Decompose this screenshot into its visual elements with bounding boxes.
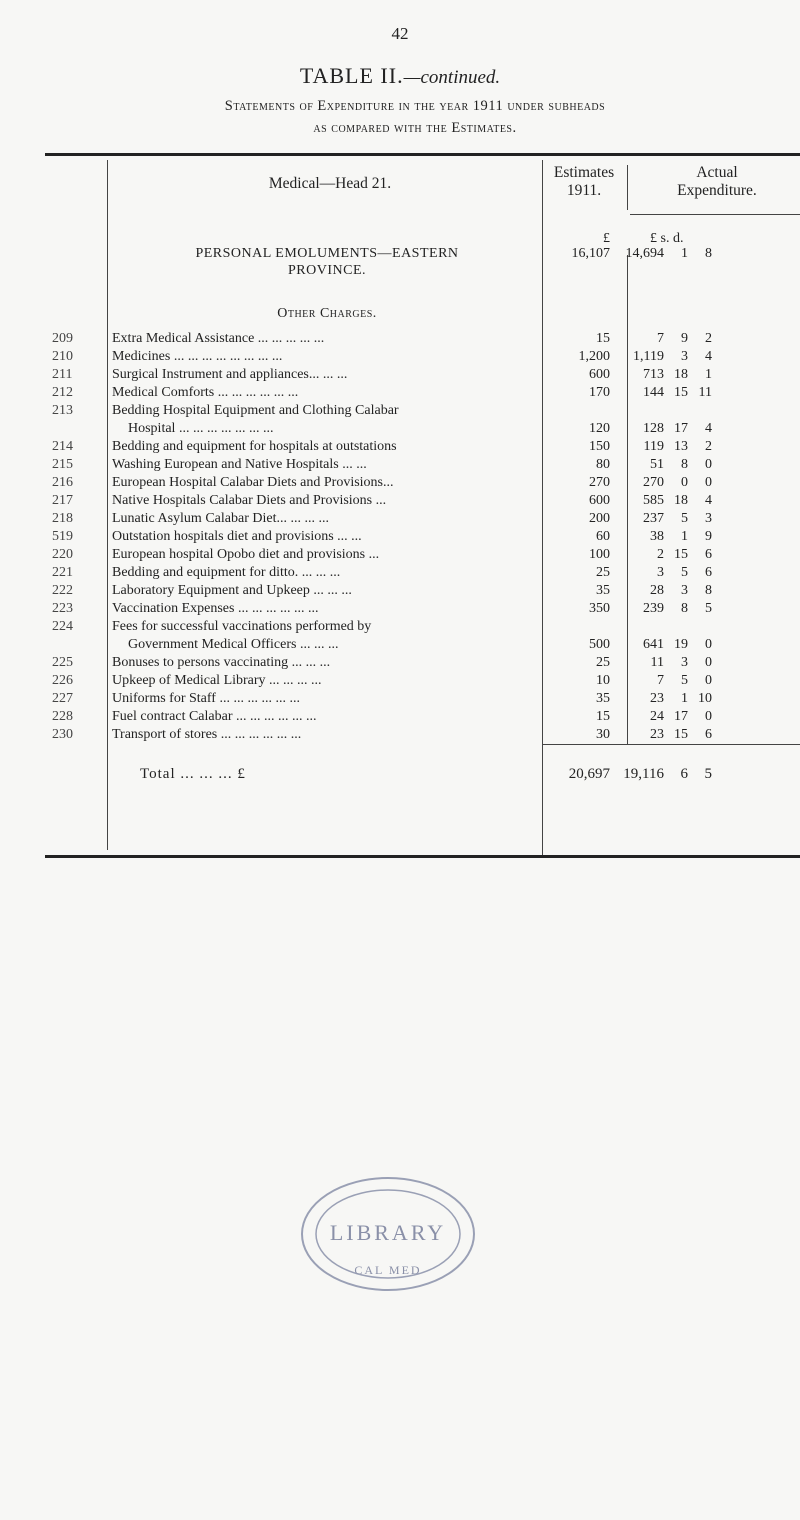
table-row (0, 438, 800, 456)
table-row (0, 546, 800, 564)
table-row (0, 582, 800, 600)
actual-pence: 5 (705, 601, 712, 616)
actual-pounds: 38 (650, 529, 664, 544)
estimate-value: 120 (589, 421, 610, 436)
estimate-value: 25 (596, 655, 610, 670)
actual-pence: 0 (705, 637, 712, 652)
subhead-description: European hospital Opobo diet and provisions ... (112, 547, 380, 562)
actual-pence: 9 (705, 529, 712, 544)
actual-pence: 6 (705, 547, 712, 562)
subhead-description: Medicines ... ... ... ... ... ... ... ... (112, 349, 283, 364)
subhead-description-cont: Government Medical Officers ... ... ... (128, 637, 339, 652)
actual-pounds: 11 (650, 655, 664, 670)
estimate-value: 600 (589, 367, 610, 382)
subhead-description: Bedding Hospital Equipment and Clothing Calabar (112, 403, 399, 418)
table-row (0, 456, 800, 474)
table-row (0, 600, 800, 618)
subhead-number: 209 (52, 331, 73, 346)
estimate-value: 150 (589, 439, 610, 454)
actual-pence: 4 (705, 493, 712, 508)
actual-pounds: 7 (657, 331, 664, 346)
estimate-value: 30 (596, 727, 610, 742)
estimate-value: 80 (596, 457, 610, 472)
actual-shillings: 3 (681, 349, 688, 364)
actual-pounds: 128 (643, 421, 664, 436)
actual-pounds: 144 (643, 385, 664, 400)
subhead-description: Bedding and equipment for ditto. ... ... ... (112, 565, 341, 580)
actual-pounds: 23 (650, 727, 664, 742)
subhead-number: 218 (52, 511, 73, 526)
other-charges-heading: Other Charges. (277, 306, 377, 321)
estimate-value: 10 (596, 673, 610, 688)
table-row (0, 330, 800, 348)
total-rule (542, 744, 800, 745)
table-row (0, 564, 800, 582)
library-stamp (296, 1172, 480, 1292)
actual-shillings: 15 (674, 547, 688, 562)
actual-pence: 0 (705, 457, 712, 472)
actual-pounds: 119 (643, 439, 664, 454)
subhead-number: 216 (52, 475, 73, 490)
actual-pounds: 585 (643, 493, 664, 508)
subhead-number: 225 (52, 655, 73, 670)
subhead-description: Outstation hospitals diet and provisions ... ... (112, 529, 362, 544)
table-row (0, 384, 800, 402)
actual-pounds: 24 (650, 709, 664, 724)
estimate-value: 100 (589, 547, 610, 562)
actual-shillings: 15 (674, 385, 688, 400)
subhead-number: 224 (52, 619, 73, 634)
actual-pence: 0 (705, 709, 712, 724)
actual-shillings: 5 (681, 511, 688, 526)
actual-pence: 4 (705, 421, 712, 436)
actual-pence: 1 (705, 367, 712, 382)
subhead-description: Fuel contract Calabar ... ... ... ... ... ... (112, 709, 317, 724)
actual-shillings: 18 (674, 367, 688, 382)
actual-pounds: 641 (643, 637, 664, 652)
actual-shillings: 13 (674, 439, 688, 454)
title-main: TABLE II. (299, 63, 404, 88)
actual-expenditure-header: Actual Expenditure. (677, 164, 757, 199)
column-divider-actual (627, 165, 628, 210)
subhead-description: Bonuses to persons vaccinating ... ... ... (112, 655, 331, 670)
actual-pence: 4 (705, 349, 712, 364)
actual-pence: 2 (705, 439, 712, 454)
table-row (0, 672, 800, 690)
actual-shillings: 3 (681, 655, 688, 670)
personal-emoluments-values: 16,107 14,694 1 8 (571, 246, 712, 261)
actual-shillings: 5 (681, 673, 688, 688)
actual-shillings: 8 (681, 457, 688, 472)
actual-shillings: 15 (674, 727, 688, 742)
table-row (0, 708, 800, 726)
subtitle-line-2: as compared with the Estimates. (313, 120, 517, 136)
table-row (0, 492, 800, 510)
subhead-description: Upkeep of Medical Library ... ... ... ... (112, 673, 322, 688)
table-bottom-rule (45, 855, 800, 858)
subhead-description: Surgical Instrument and appliances... ... ... (112, 367, 348, 382)
subhead-number: 227 (52, 691, 73, 706)
estimate-value: 60 (596, 529, 610, 544)
estimate-value: 15 (596, 331, 610, 346)
table-row (0, 618, 800, 652)
total-label: Total ... ... ... £ (140, 766, 246, 782)
actual-pounds: 2 (657, 547, 664, 562)
actual-pounds: 51 (650, 457, 664, 472)
subhead-number: 222 (52, 583, 73, 598)
table-top-rule (45, 153, 800, 156)
svg-text:LIBRARY: LIBRARY (329, 1220, 447, 1245)
subhead-description: Vaccination Expenses ... ... ... ... ... ... (112, 601, 319, 616)
actual-pence: 8 (705, 583, 712, 598)
table-row (0, 654, 800, 672)
subhead-number: 221 (52, 565, 73, 580)
actual-pence: 0 (705, 673, 712, 688)
subhead-description: Fees for successful vaccinations performed by (112, 619, 372, 634)
estimate-value: 35 (596, 691, 610, 706)
subhead-number: 211 (52, 367, 73, 382)
subhead-description: Native Hospitals Calabar Diets and Provisions ... (112, 493, 387, 508)
subhead-number: 217 (52, 493, 73, 508)
subhead-number: 223 (52, 601, 73, 616)
actual-pence: 10 (698, 691, 712, 706)
subhead-number: 519 (52, 529, 73, 544)
estimate-value: 1,200 (578, 349, 610, 364)
actual-shillings: 5 (681, 565, 688, 580)
estimate-value: 35 (596, 583, 610, 598)
lsd-currency: £ s. d. (650, 231, 684, 246)
subhead-number: 214 (52, 439, 73, 454)
subhead-description: Bedding and equipment for hospitals at outstations (112, 439, 397, 454)
subhead-number: 215 (52, 457, 73, 472)
estimate-value: 25 (596, 565, 610, 580)
subhead-description: Medical Comforts ... ... ... ... ... ... (112, 385, 299, 400)
table-title (0, 63, 800, 89)
total-row: 20,697 19,116 6 5 (568, 766, 712, 782)
subhead-description-cont: Hospital ... ... ... ... ... ... ... (128, 421, 274, 436)
actual-shillings: 0 (681, 475, 688, 490)
actual-pence: 3 (705, 511, 712, 526)
actual-shillings: 8 (681, 601, 688, 616)
subhead-description: Extra Medical Assistance ... ... ... ... ... (112, 331, 325, 346)
subtitle-line-1: Statements of Expenditure in the year 1911 under subheads (224, 98, 606, 114)
table-row (0, 474, 800, 492)
estimate-value: 600 (589, 493, 610, 508)
subhead-number: 213 (52, 403, 73, 418)
actual-pounds: 270 (643, 475, 664, 490)
table-row (0, 528, 800, 546)
subhead-description: European Hospital Calabar Diets and Provisions... (112, 475, 394, 490)
subhead-description: Uniforms for Staff ... ... ... ... ... ... (112, 691, 300, 706)
estimate-value: 270 (589, 475, 610, 490)
subhead-number: 212 (52, 385, 73, 400)
actual-pence: 6 (705, 565, 712, 580)
actual-pounds: 28 (650, 583, 664, 598)
table-row (0, 366, 800, 384)
actual-shillings: 1 (681, 529, 688, 544)
title-continued: —continued. (403, 67, 501, 88)
table-row (0, 348, 800, 366)
estimates-header: Estimates 1911. (553, 164, 615, 199)
subhead-description: Lunatic Asylum Calabar Diet... ... ... ... (112, 511, 329, 526)
table-row (0, 726, 800, 744)
subhead-description: Transport of stores ... ... ... ... ... ... (112, 727, 302, 742)
estimate-value: 200 (589, 511, 610, 526)
actual-shillings: 18 (674, 493, 688, 508)
actual-pence: 0 (705, 475, 712, 490)
actual-pounds: 7 (657, 673, 664, 688)
actual-pence: 11 (698, 385, 712, 400)
actual-pounds: 3 (657, 565, 664, 580)
actual-pounds: 713 (643, 367, 664, 382)
actual-pence: 6 (705, 727, 712, 742)
actual-shillings: 3 (681, 583, 688, 598)
actual-pounds: 239 (643, 601, 664, 616)
subhead-number: 210 (52, 349, 73, 364)
actual-pounds: 237 (643, 511, 664, 526)
estimate-value: 500 (589, 637, 610, 652)
estimate-value: 15 (596, 709, 610, 724)
estimate-value: 350 (589, 601, 610, 616)
svg-text:CAL MED: CAL MED (354, 1263, 422, 1277)
table-row (0, 690, 800, 708)
subhead-number: 230 (52, 727, 73, 742)
actual-shillings: 17 (674, 421, 688, 436)
subhead-number: 220 (52, 547, 73, 562)
est-currency: £ (603, 231, 610, 246)
table-row (0, 402, 800, 436)
actual-pounds: 1,119 (633, 349, 664, 364)
table-row (0, 510, 800, 528)
actual-shillings: 19 (674, 637, 688, 652)
actual-shillings: 17 (674, 709, 688, 724)
subhead-number: 226 (52, 673, 73, 688)
subtitle (60, 95, 770, 139)
subhead-description: Laboratory Equipment and Upkeep ... ... ... (112, 583, 352, 598)
subhead-number: 228 (52, 709, 73, 724)
actual-shillings: 9 (681, 331, 688, 346)
subhead-description: Washing European and Native Hospitals ... ... (112, 457, 367, 472)
actual-pence: 0 (705, 655, 712, 670)
medical-head-header: Medical—Head 21. (268, 175, 392, 192)
header-rule (630, 214, 800, 215)
actual-pence: 2 (705, 331, 712, 346)
actual-shillings: 1 (681, 691, 688, 706)
page-number: 42 (391, 24, 409, 43)
estimate-value: 170 (589, 385, 610, 400)
personal-emoluments-heading: PERSONAL EMOLUMENTS—EASTERN PROVINCE. (195, 246, 459, 278)
actual-pounds: 23 (650, 691, 664, 706)
